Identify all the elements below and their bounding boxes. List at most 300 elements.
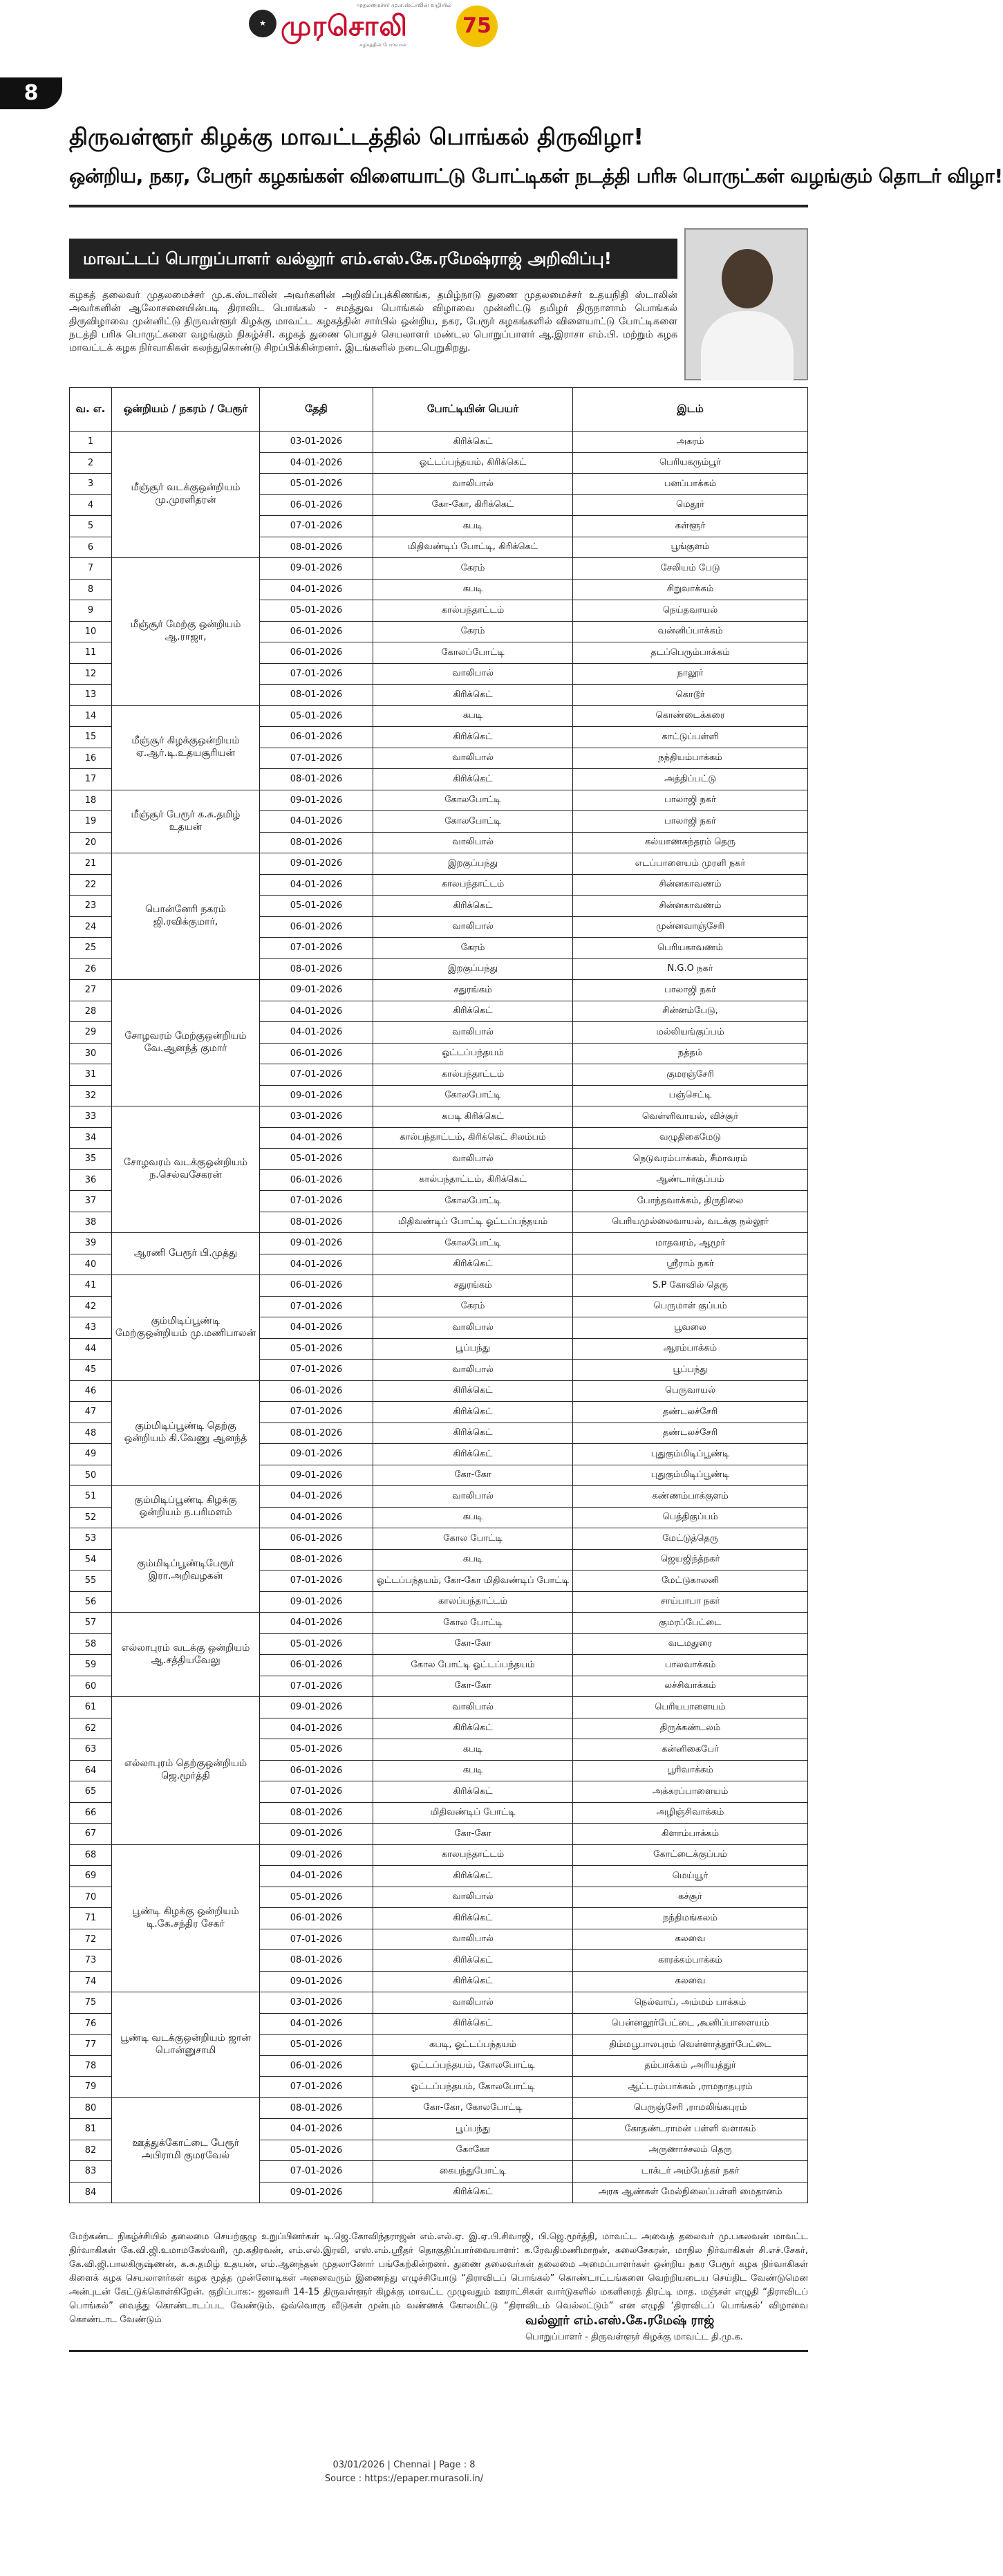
serial-cell: 20	[70, 832, 112, 853]
date-cell: 09-01-2026	[260, 1971, 373, 1992]
serial-cell: 41	[70, 1275, 112, 1297]
event-cell: காலபந்தாட்டம்	[373, 874, 573, 896]
date-cell: 08-01-2026	[260, 1212, 373, 1233]
event-cell: மிதிவண்டிப் போட்டி	[373, 1802, 573, 1824]
venue-cell: நெடுவரம்பாக்கம், சீமாவரம்	[573, 1149, 808, 1170]
event-cell: சதுரங்கம்	[373, 980, 573, 1001]
serial-cell: 37	[70, 1191, 112, 1212]
venue-cell: மேட்டுத்தெரு	[573, 1528, 808, 1550]
venue-cell: பாலாஜி நகர்	[573, 811, 808, 833]
venue-cell: மெய்யூர்	[573, 1866, 808, 1887]
serial-cell: 55	[70, 1570, 112, 1592]
venue-cell: நந்திமங்கலம்	[573, 1908, 808, 1929]
venue-cell: பனப்பாக்கம்	[573, 474, 808, 495]
date-cell: 04-01-2026	[260, 1001, 373, 1022]
event-cell: கோ-கோ, கிரிக்கெட்	[373, 494, 573, 516]
serial-cell: 40	[70, 1254, 112, 1275]
serial-cell: 39	[70, 1233, 112, 1254]
date-cell: 09-01-2026	[260, 853, 373, 875]
date-cell: 07-01-2026	[260, 1676, 373, 1697]
serial-cell: 62	[70, 1718, 112, 1739]
footer-date-line: 03/01/2026 | Chennai | Page : 8	[332, 2460, 476, 2470]
unit-cell: எல்லாபுரம் தெற்குஒன்றியம் ஜெ.மூர்த்தி	[112, 1697, 260, 1845]
event-cell: கபடி	[373, 1507, 573, 1528]
event-cell: காலப்பந்தாட்டம்	[373, 1591, 573, 1613]
venue-cell: நெய்தவாயல்	[573, 600, 808, 622]
venue-cell: முன்னவாஞ்சேரி	[573, 916, 808, 938]
venue-cell: பூங்குளம்	[573, 537, 808, 558]
event-cell: கபடி	[373, 516, 573, 537]
serial-cell: 17	[70, 769, 112, 790]
event-cell: வாலிபால்	[373, 1317, 573, 1339]
venue-cell: காட்டுப்பள்ளி	[573, 727, 808, 748]
venue-cell: நந்தியம்பாக்கம்	[573, 748, 808, 769]
serial-cell: 57	[70, 1613, 112, 1634]
serial-cell: 78	[70, 2055, 112, 2077]
date-cell: 07-01-2026	[260, 516, 373, 537]
date-cell: 08-01-2026	[260, 958, 373, 980]
serial-cell: 63	[70, 1739, 112, 1761]
date-cell: 09-01-2026	[260, 1465, 373, 1486]
serial-cell: 70	[70, 1887, 112, 1908]
serial-cell: 15	[70, 727, 112, 748]
signature-name: வல்லூர் எம்.எஸ்.கே.ரமேஷ் ராஜ்	[525, 2313, 715, 2328]
date-cell: 08-01-2026	[260, 1549, 373, 1570]
serial-cell: 77	[70, 2035, 112, 2056]
date-cell: 06-01-2026	[260, 1043, 373, 1064]
event-cell: கோலபோட்டி	[373, 790, 573, 811]
serial-cell: 9	[70, 600, 112, 622]
venue-cell: பெருஞ்சேரி ,ராமலிங்கபுரம்	[573, 2097, 808, 2119]
event-cell: சதுரங்கம்	[373, 1275, 573, 1297]
event-cell: கோ-கோ	[373, 1676, 573, 1697]
date-cell: 07-01-2026	[260, 1402, 373, 1423]
serial-cell: 71	[70, 1908, 112, 1929]
event-cell: இறகுப்பந்து	[373, 853, 573, 875]
event-cell: கோலபோட்டி	[373, 1085, 573, 1106]
event-cell: கோ-கோ	[373, 1633, 573, 1655]
event-cell: கால்பந்தாட்டம்	[373, 600, 573, 622]
event-cell: ஓட்டப்பந்தயம், கோலபோட்டி	[373, 2077, 573, 2098]
logo-text: முரசொலி	[281, 10, 408, 42]
header-date: தேதி	[260, 388, 373, 432]
serial-cell: 75	[70, 1992, 112, 2014]
date-cell: 09-01-2026	[260, 1697, 373, 1718]
date-cell: 09-01-2026	[260, 2182, 373, 2203]
date-cell: 06-01-2026	[260, 642, 373, 664]
event-cell: பூப்பந்து	[373, 2119, 573, 2140]
event-cell: கைபந்துபோட்டி	[373, 2161, 573, 2183]
serial-cell: 68	[70, 1844, 112, 1866]
serial-cell: 60	[70, 1676, 112, 1697]
page-footer	[0, 2458, 808, 2486]
serial-cell: 13	[70, 685, 112, 706]
event-cell: ஓட்டப்பந்தயம், கிரிக்கெட்	[373, 452, 573, 474]
venue-cell: வெள்ளிவாயல், விச்சூர்	[573, 1106, 808, 1128]
venue-cell: புதுகும்மிடிப்பூண்டி	[573, 1465, 808, 1486]
serial-cell: 7	[70, 558, 112, 580]
event-cell: வாலிபால்	[373, 1486, 573, 1508]
serial-cell: 51	[70, 1486, 112, 1508]
portrait-body	[701, 311, 794, 380]
venue-cell: பஞ்செட்டி	[573, 1085, 808, 1106]
event-cell: கால்பந்தாட்டம், கிரிக்கெட்	[373, 1169, 573, 1191]
event-cell: வாலிபால்	[373, 1992, 573, 2014]
event-cell: கேரம்	[373, 1296, 573, 1317]
venue-cell: ஆரம்பாக்கம்	[573, 1338, 808, 1360]
serial-cell: 32	[70, 1085, 112, 1106]
date-cell: 08-01-2026	[260, 832, 373, 853]
event-cell: வாலிபால்	[373, 1697, 573, 1718]
serial-cell: 35	[70, 1149, 112, 1170]
venue-cell: கிளாம்பாக்கம்	[573, 1824, 808, 1845]
date-cell: 06-01-2026	[260, 494, 373, 516]
event-cell: கிரிக்கெட்	[373, 896, 573, 917]
date-cell: 05-01-2026	[260, 1149, 373, 1170]
venue-cell: பாலாஜி நகர்	[573, 980, 808, 1001]
serial-cell: 1	[70, 432, 112, 453]
table-row	[70, 705, 808, 727]
venue-cell: டாக்டர் அம்பேத்கர் நகர்	[573, 2161, 808, 2183]
footer-source-line: Source : https://epaper.murasoli.in/	[324, 2474, 484, 2484]
closing-paragraph: மேற்கண்ட நிகழ்ச்சியில் தலைமை செயற்குழு உறுப்பினர்கள் டி.ஜெ.கோவிந்தராஜன் எம்.எல்.ஏ. இ.ஏ.பி.சிவாஜி, பி.ஜெ.மூர்த்தி, மாவட்ட அவைத் தலைவர் மு.பகலவன் மாவட்ட நிர்வாகிகள் கே.வி.ஜி.உமாமகேஸ்வரி, மு.கதிரவன், எம்.எல்.இரவி, எஸ்.எம்.ஸ்ரீதர் தொகுதிப்பார்வையாளர்: க.ரேவதிமணிமாறன், கலைசேகரன், மாநில நிர்வாகிகள் சி.எச்.சேகர், கே.வி.ஜி.பாலகிருஷ்ணன், க.சு.தமிழ் உதயன், எம்.ஆனந்தன் முதலானோர் பங்கேற்கின்றனர். துணை தலைவர்கள் தலைமை அமைப்பாளர்கள் ஒன்றிய நகர பேரூர் கழக நிர்வாகிகள் கிளைக் கழக செயலாளர்கள் கழக மூத்த முன்னோடிகள் அனைவரும் இணைந்து எழுச்சியோடு “திராவிடப் பொங்கல்” கொண்டாட்டங்களை வெற்றியடைய செய்திட வேண்டுமென அன்புடன் கேட்டுக்கொள்கிறேன். குறிப்பாக:- ஜனவரி 14-15 திருவள்ளூர் கிழக்கு மாவட்ட முழுவதும் ஊராட்சிகள் வார்டுகளில் மகளிரைத் திரட்டி மாத. மஞ்சள் எழுதி “திராவிடப் பொங்கல்” வைத்து கொண்டாடப்பட வேண்டும். ஒவ்வொரு வீடுகள் முன்பும் வண்ணக் கோலமிட்டு “திராவிடம் வெல்லட்டும்” என எழுதி ‘திராவிடப் பொங்கல்’ விழாவை கொண்டாட வேண்டும்	[69, 2232, 808, 2325]
date-cell: 08-01-2026	[260, 769, 373, 790]
event-cell: கிரிக்கெட்	[373, 1402, 573, 1423]
serial-cell: 49	[70, 1444, 112, 1465]
event-cell: கேரம்	[373, 938, 573, 959]
serial-cell: 44	[70, 1338, 112, 1360]
serial-cell: 31	[70, 1064, 112, 1086]
event-cell: இறகுப்பந்து	[373, 958, 573, 980]
event-cell: கபடி கிரிக்கெட்	[373, 1106, 573, 1128]
event-cell: வாலிபால்	[373, 1929, 573, 1950]
unit-cell: ஆரணி பேரூர் பி.முத்து	[112, 1233, 260, 1275]
event-cell: கேரம்	[373, 621, 573, 642]
event-cell: கிரிக்கெட்	[373, 1781, 573, 1803]
venue-cell: கள்ளூர்	[573, 516, 808, 537]
venue-cell: வன்னிப்பாக்கம்	[573, 621, 808, 642]
serial-cell: 4	[70, 494, 112, 516]
table-row	[70, 1275, 808, 1297]
venue-cell: வடமதுரை	[573, 1633, 808, 1655]
event-cell: வாலிபால்	[373, 916, 573, 938]
date-cell: 07-01-2026	[260, 663, 373, 685]
event-cell: கோ-கோ	[373, 1465, 573, 1486]
date-cell: 09-01-2026	[260, 1444, 373, 1465]
serial-cell: 46	[70, 1380, 112, 1402]
serial-cell: 84	[70, 2182, 112, 2203]
event-cell: கோல போட்டி	[373, 1528, 573, 1550]
date-cell: 08-01-2026	[260, 1802, 373, 1824]
venue-cell: கண்ணம்பாக்குளம்	[573, 1486, 808, 1508]
logo-tagline: கழகத்தின் போர்வாள்	[359, 42, 407, 48]
date-cell: 07-01-2026	[260, 748, 373, 769]
serial-cell: 6	[70, 537, 112, 558]
date-cell: 05-01-2026	[260, 474, 373, 495]
date-cell: 04-01-2026	[260, 1866, 373, 1887]
event-cell: ஓட்டப்பந்தயம், கோ-கோ மிதிவண்டிப் போட்டி	[373, 1570, 573, 1592]
date-cell: 07-01-2026	[260, 2161, 373, 2183]
masthead-small-text: முதலமைச்சர் மு.க.ஸ்டாலின் வழியில்	[356, 2, 452, 8]
date-cell: 09-01-2026	[260, 1591, 373, 1613]
venue-cell: சின்னகாவணம்	[573, 874, 808, 896]
venue-cell: வழுதிகைமேடு	[573, 1127, 808, 1149]
date-cell: 05-01-2026	[260, 1338, 373, 1360]
event-cell: கபடி, ஓட்டப்பந்தயம்	[373, 2035, 573, 2056]
event-cell: கிரிக்கெட்	[373, 727, 573, 748]
venue-cell: ஜெயஜிந்த்நகர்	[573, 1549, 808, 1570]
unit-cell: சோழவரம் மேற்குஒன்றியம் வே.ஆனந்த் குமார்	[112, 980, 260, 1106]
date-cell: 06-01-2026	[260, 621, 373, 642]
date-cell: 07-01-2026	[260, 1191, 373, 1212]
venue-cell: S.P கோவில் தெரு	[573, 1275, 808, 1297]
serial-cell: 47	[70, 1402, 112, 1423]
serial-cell: 64	[70, 1760, 112, 1781]
date-cell: 03-01-2026	[260, 1106, 373, 1128]
venue-cell: லச்சிவாக்கம்	[573, 1676, 808, 1697]
event-cell: கபடி	[373, 579, 573, 600]
event-cell: கோலபோட்டி	[373, 1191, 573, 1212]
date-cell: 06-01-2026	[260, 1169, 373, 1191]
venue-cell: பென்னலூர்பேட்டை ,கூனிப்பாளையம்	[573, 2013, 808, 2035]
venue-cell: மேட்டுகாலனி	[573, 1570, 808, 1592]
date-cell: 07-01-2026	[260, 1570, 373, 1592]
serial-cell: 23	[70, 896, 112, 917]
event-cell: கால்பந்தாட்டம்	[373, 1064, 573, 1086]
event-cell: வாலிபால்	[373, 1360, 573, 1381]
venue-cell: கொடூர்	[573, 685, 808, 706]
table-row	[70, 1844, 808, 1866]
event-cell: ஓட்டப்பந்தயம்	[373, 1043, 573, 1064]
venue-cell: கொண்டைக்கரை	[573, 705, 808, 727]
serial-cell: 50	[70, 1465, 112, 1486]
serial-cell: 2	[70, 452, 112, 474]
emblem-icon: ★	[249, 10, 276, 37]
serial-cell: 11	[70, 642, 112, 664]
venue-cell: குமரப்பேட்டை	[573, 1613, 808, 1634]
event-cell: கபடி	[373, 705, 573, 727]
table-row	[70, 558, 808, 580]
unit-cell: பூண்டி வடக்குஒன்றியம் ஜான் பொன்னுசாமி	[112, 1992, 260, 2098]
venue-cell: தம்பாக்கம் ,அரியத்துர்	[573, 2055, 808, 2077]
unit-cell: மீஞ்சூர் வடக்குஒன்றியம் மு.முரளிதரன்	[112, 432, 260, 558]
serial-cell: 56	[70, 1591, 112, 1613]
venue-cell: கல்யாணசுந்தரம் தெரு	[573, 832, 808, 853]
venue-cell: பூரிவாக்கம்	[573, 1760, 808, 1781]
event-cell: கபடி	[373, 1739, 573, 1761]
serial-cell: 58	[70, 1633, 112, 1655]
serial-cell: 24	[70, 916, 112, 938]
serial-cell: 54	[70, 1549, 112, 1570]
venue-cell: கன்னிகைபேர்	[573, 1739, 808, 1761]
event-cell: கிரிக்கெட்	[373, 769, 573, 790]
venue-cell: நத்தம்	[573, 1043, 808, 1064]
date-cell: 05-01-2026	[260, 2140, 373, 2161]
serial-cell: 59	[70, 1655, 112, 1676]
serial-cell: 65	[70, 1781, 112, 1803]
unit-cell: கும்மிடிப்பூண்டி கிழக்கு ஒன்றியம் ந.பரிமளம்	[112, 1486, 260, 1528]
venue-cell: சாய்பாபா நகர்	[573, 1591, 808, 1613]
venue-cell: தண்டலச்சேரி	[573, 1423, 808, 1444]
unit-cell: சோழவரம் வடக்குஒன்றியம் ந.செல்வசேகரன்	[112, 1106, 260, 1233]
date-cell: 08-01-2026	[260, 1950, 373, 1972]
event-cell: மிதிவண்டிப் போட்டி ஓட்டப்பந்தயம்	[373, 1212, 573, 1233]
venue-cell: தண்டலச்சேரி	[573, 1402, 808, 1423]
serial-cell: 3	[70, 474, 112, 495]
table-row	[70, 1486, 808, 1508]
event-cell: கோல போட்டி ஓட்டப்பந்தயம்	[373, 1655, 573, 1676]
table-row	[70, 790, 808, 811]
date-cell: 08-01-2026	[260, 2097, 373, 2119]
date-cell: 09-01-2026	[260, 790, 373, 811]
serial-cell: 18	[70, 790, 112, 811]
event-cell: கோல போட்டி	[373, 1613, 573, 1634]
serial-cell: 43	[70, 1317, 112, 1339]
date-cell: 04-01-2026	[260, 1317, 373, 1339]
table-row	[70, 1528, 808, 1550]
venue-cell: மல்லியங்குப்பம்	[573, 1022, 808, 1044]
event-cell: வாலிபால்	[373, 474, 573, 495]
date-cell: 05-01-2026	[260, 2035, 373, 2056]
event-cell: கோகோ	[373, 2140, 573, 2161]
venue-cell: பாலவாக்கம்	[573, 1655, 808, 1676]
date-cell: 07-01-2026	[260, 1360, 373, 1381]
serial-cell: 25	[70, 938, 112, 959]
date-cell: 06-01-2026	[260, 2055, 373, 2077]
header-serial: வ. எ.	[70, 388, 112, 432]
venue-cell: N.G.O நகர்	[573, 958, 808, 980]
venue-cell: சேலியம் பேடு	[573, 558, 808, 580]
event-cell: மிதிவண்டிப் போட்டி, கிரிக்கெட்	[373, 537, 573, 558]
logo	[249, 10, 560, 48]
venue-cell: கலவை	[573, 1971, 808, 1992]
venue-cell: எடப்பாளையம் முரளி நகர்	[573, 853, 808, 875]
table-row	[70, 1992, 808, 2014]
venue-cell: கலவை	[573, 1929, 808, 1950]
date-cell: 07-01-2026	[260, 1781, 373, 1803]
venue-cell: அகரம்	[573, 432, 808, 453]
date-cell: 04-01-2026	[260, 1613, 373, 1634]
date-cell: 06-01-2026	[260, 1655, 373, 1676]
event-cell: கிரிக்கெட்	[373, 2182, 573, 2203]
event-cell: காலபந்தாட்டம்	[373, 1844, 573, 1866]
venue-cell: மெதூர்	[573, 494, 808, 516]
venue-cell: ஆட்டரம்பாக்கம் ,ராமநாதபுரம்	[573, 2077, 808, 2098]
date-cell: 09-01-2026	[260, 1824, 373, 1845]
date-cell: 08-01-2026	[260, 537, 373, 558]
date-cell: 05-01-2026	[260, 705, 373, 727]
event-cell: கபடி	[373, 1549, 573, 1570]
venue-cell: குமரஞ்சேரி	[573, 1064, 808, 1086]
venue-cell: போந்தவாக்கம், திருநிலை	[573, 1191, 808, 1212]
unit-cell: மீஞ்சூர் பேரூர் க.சு.தமிழ் உதயன்	[112, 790, 260, 853]
serial-cell: 28	[70, 1001, 112, 1022]
serial-cell: 16	[70, 748, 112, 769]
signature-role: பொறுப்பாளர் - திருவள்ளூர் கிழக்கு மாவட்ட தி.மு.க.	[525, 2332, 743, 2342]
subheadline: ஒன்றிய, நகர, பேரூர் கழகங்கள் விளையாட்டு போட்டிகள் நடத்தி பரிசு பொருட்கள் வழங்கும் தொடர் விழா!	[69, 165, 1003, 187]
date-cell: 09-01-2026	[260, 1233, 373, 1254]
date-cell: 03-01-2026	[260, 1992, 373, 2014]
serial-cell: 26	[70, 958, 112, 980]
event-cell: வாலிபால்	[373, 1022, 573, 1044]
date-cell: 06-01-2026	[260, 916, 373, 938]
date-cell: 07-01-2026	[260, 1296, 373, 1317]
serial-cell: 82	[70, 2140, 112, 2161]
date-cell: 06-01-2026	[260, 1380, 373, 1402]
unit-cell: எல்லாபுரம் வடக்கு ஒன்றியம் ஆ.சத்தியவேலு	[112, 1613, 260, 1697]
date-cell: 07-01-2026	[260, 1929, 373, 1950]
venue-cell: பெரியபாளையம்	[573, 1697, 808, 1718]
event-cell: கோ-கோ, கோலபோட்டி	[373, 2097, 573, 2119]
date-cell: 04-01-2026	[260, 2013, 373, 2035]
unit-cell: மீஞ்சூர் மேற்கு ஒன்றியம் ஆ.ராஜா,	[112, 558, 260, 706]
serial-cell: 5	[70, 516, 112, 537]
venue-cell: அரசு ஆண்கள் மேல்நிலைப்பள்ளி மைதானம்	[573, 2182, 808, 2203]
serial-cell: 73	[70, 1950, 112, 1972]
table-header-row	[70, 388, 808, 432]
date-cell: 04-01-2026	[260, 874, 373, 896]
venue-cell: அத்திப்பட்டு	[573, 769, 808, 790]
date-cell: 03-01-2026	[260, 432, 373, 453]
unit-cell: பொன்னேரி நகரம் ஜி.ரவிக்குமார்,	[112, 853, 260, 980]
header-venue: இடம்	[573, 388, 808, 432]
date-cell: 05-01-2026	[260, 1887, 373, 1908]
venue-cell: அருணாச்சலம் தெரு	[573, 2140, 808, 2161]
event-cell: கோலப்போட்டி	[373, 642, 573, 664]
venue-cell: ஸ்ரீராம் நகர்	[573, 1254, 808, 1275]
event-cell: பூப்பந்து	[373, 1338, 573, 1360]
serial-cell: 53	[70, 1528, 112, 1550]
table-row	[70, 1697, 808, 1718]
date-cell: 04-01-2026	[260, 2119, 373, 2140]
divider	[69, 205, 808, 207]
venue-cell: அழிஞ்சிவாக்கம்	[573, 1802, 808, 1824]
serial-cell: 52	[70, 1507, 112, 1528]
serial-cell: 12	[70, 663, 112, 685]
serial-cell: 36	[70, 1169, 112, 1191]
venue-cell: கச்சூர்	[573, 1887, 808, 1908]
serial-cell: 8	[70, 579, 112, 600]
table-row	[70, 1380, 808, 1402]
venue-cell: பெருவாயல்	[573, 1380, 808, 1402]
event-cell: கிரிக்கெட்	[373, 1444, 573, 1465]
date-cell: 04-01-2026	[260, 1127, 373, 1149]
serial-cell: 27	[70, 980, 112, 1001]
serial-cell: 80	[70, 2097, 112, 2119]
unit-cell: பூண்டி கிழக்கு ஒன்றியம் டி.கே.சந்திர சேகர்	[112, 1844, 260, 1992]
event-cell: கேரம்	[373, 558, 573, 580]
venue-cell: நாலூர்	[573, 663, 808, 685]
anniversary-badge: 75	[456, 6, 498, 47]
venue-cell: கோதண்டராமன் பள்ளி வளாகம்	[573, 2119, 808, 2140]
event-cell: கோலபோட்டி	[373, 1233, 573, 1254]
serial-cell: 14	[70, 705, 112, 727]
date-cell: 07-01-2026	[260, 1064, 373, 1086]
date-cell: 05-01-2026	[260, 1633, 373, 1655]
serial-cell: 45	[70, 1360, 112, 1381]
serial-cell: 42	[70, 1296, 112, 1317]
event-cell: கிரிக்கெட்	[373, 1423, 573, 1444]
venue-cell: சிறுவாக்கம்	[573, 579, 808, 600]
venue-cell: காரக்கம்பாக்கம்	[573, 1950, 808, 1972]
serial-cell: 38	[70, 1212, 112, 1233]
event-cell: வாலிபால்	[373, 1887, 573, 1908]
event-cell: கிரிக்கெட்	[373, 1001, 573, 1022]
event-cell: வாலிபால்	[373, 832, 573, 853]
event-cell: வாலிபால்	[373, 1149, 573, 1170]
schedule-body	[70, 432, 808, 2203]
serial-cell: 48	[70, 1423, 112, 1444]
